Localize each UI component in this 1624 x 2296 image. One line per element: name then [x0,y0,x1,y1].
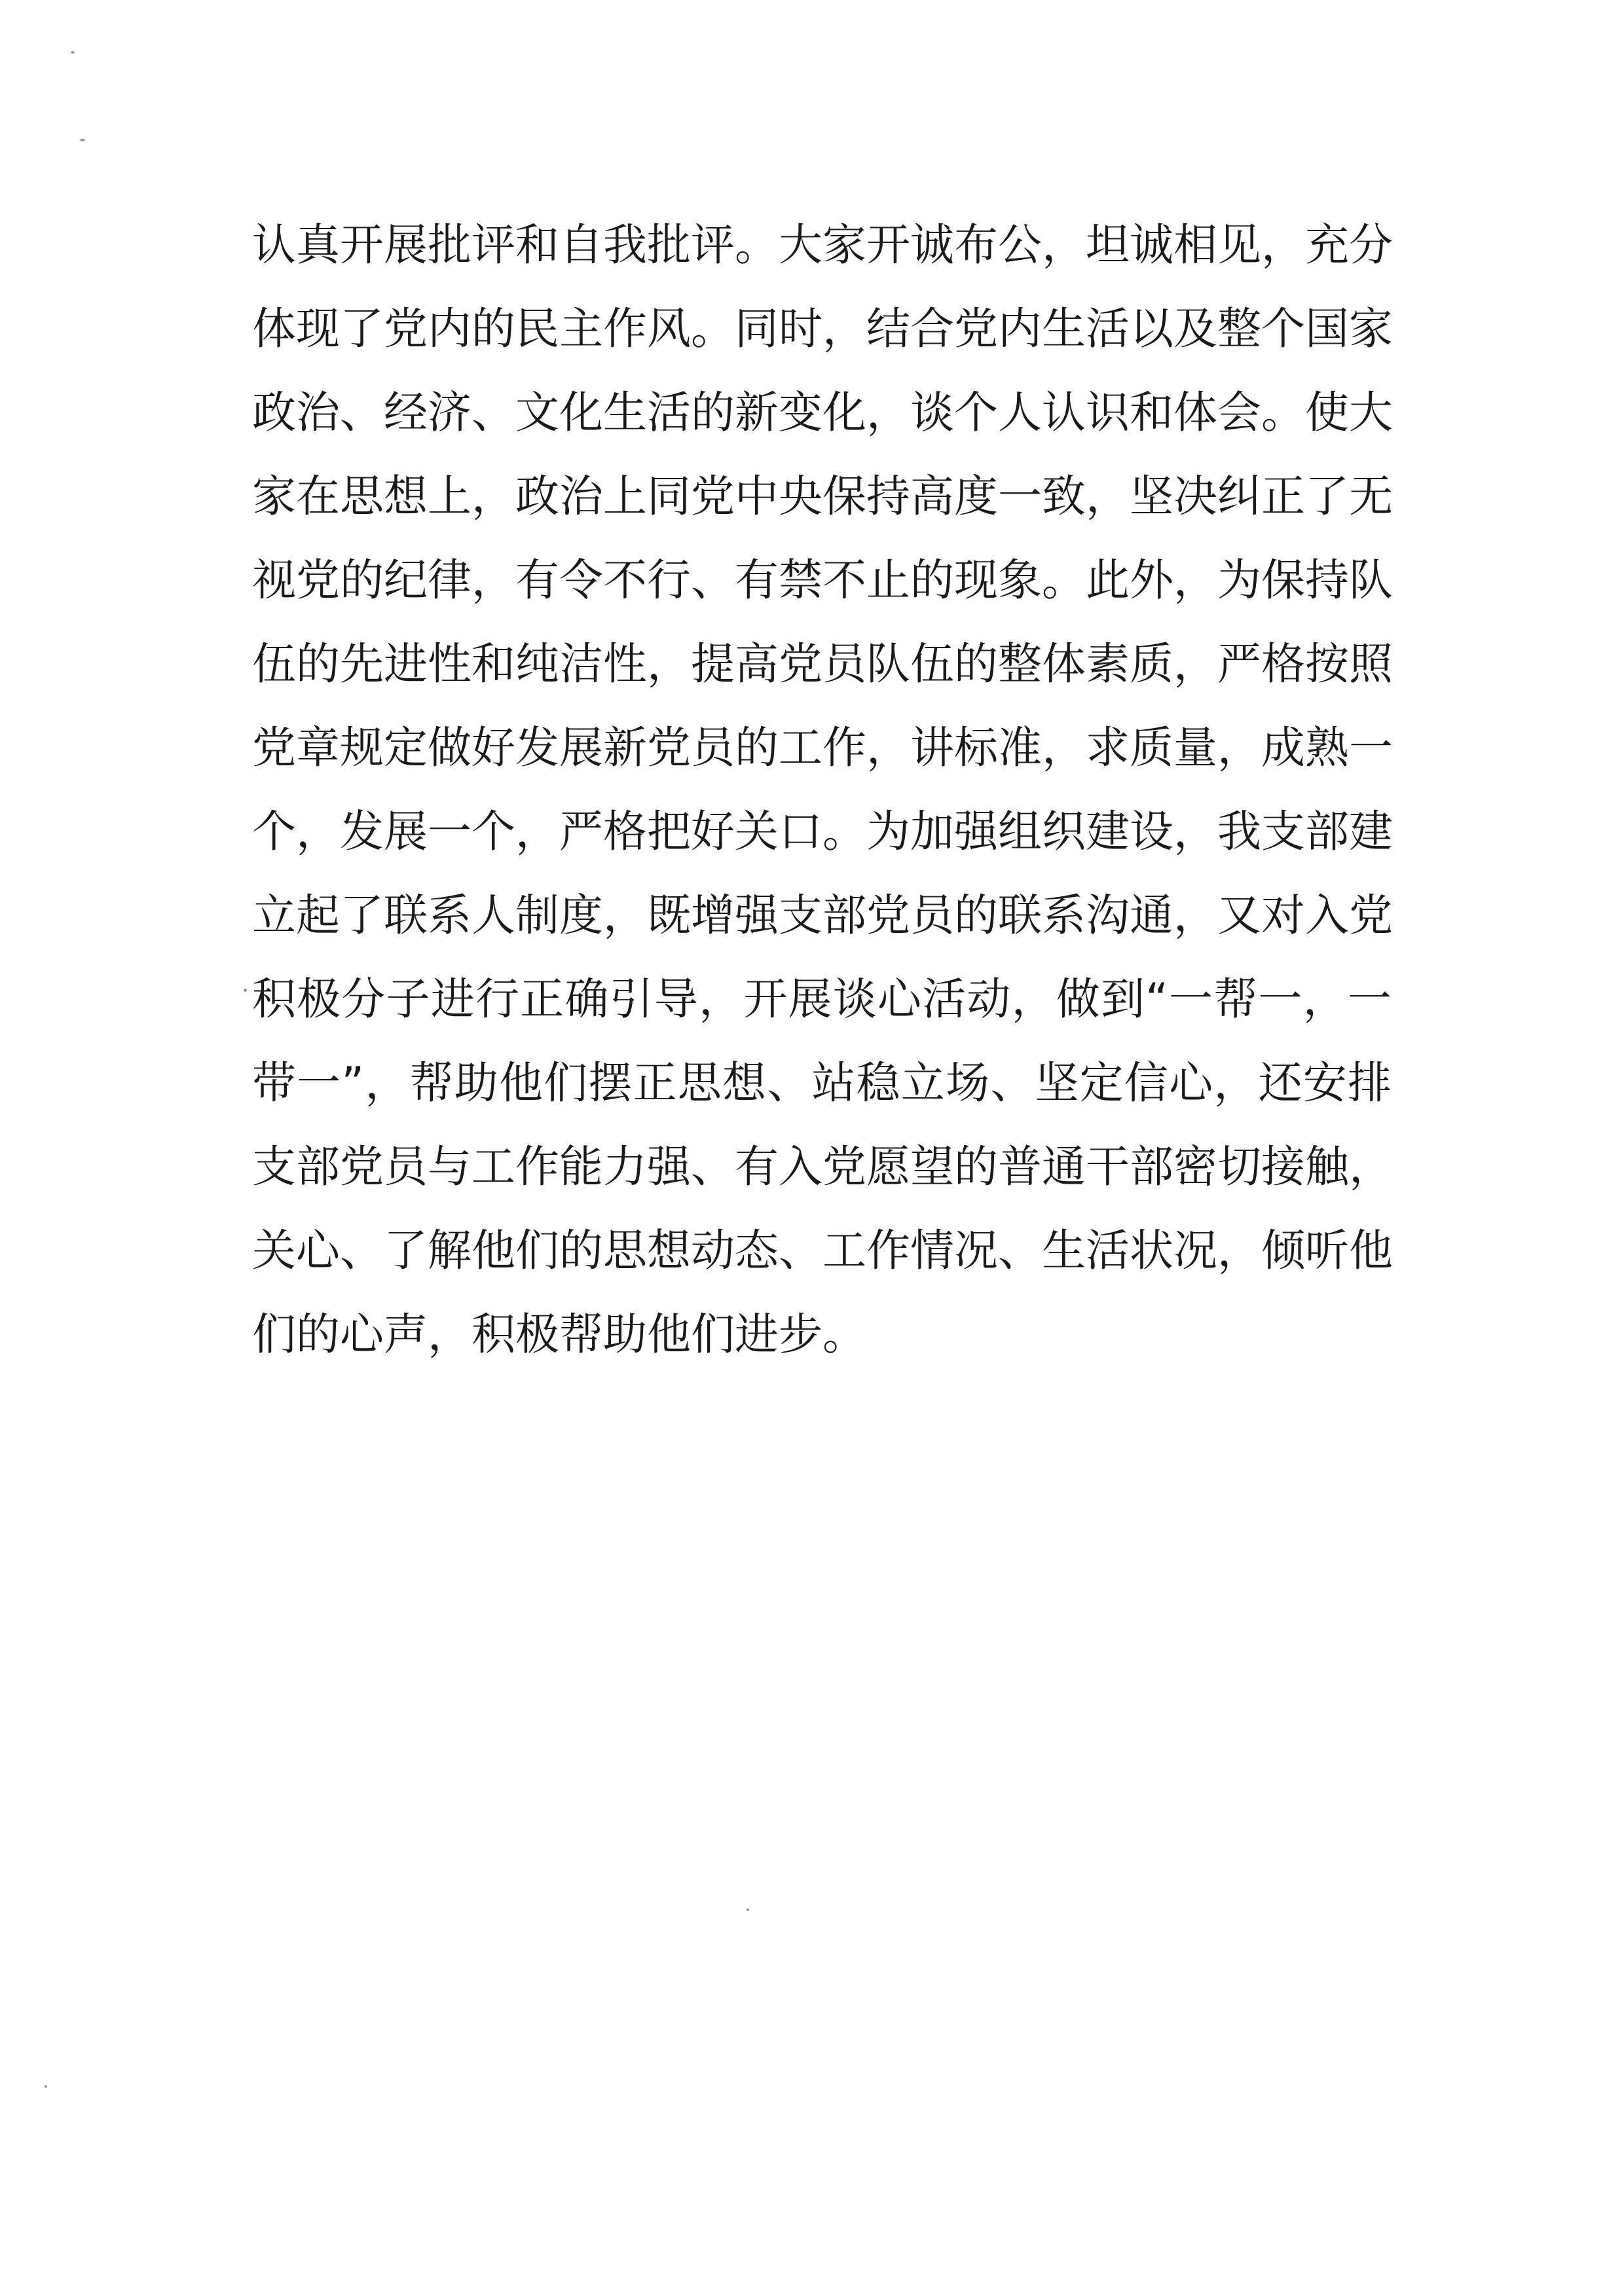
text-line: 立起了联系人制度，既增强支部党员的联系沟通，又对入党 [252,890,1393,941]
text-line: 党章规定做好发展新党员的工作，讲标准，求质量，成熟一 [252,722,1393,773]
text-line: 带一”，帮助他们摆正思想、站稳立场、坚定信心，还安排 [252,1057,1392,1108]
text-line: 家在思想上，政治上同党中央保持高度一致，坚决纠正了无 [252,471,1393,522]
scan-speck [45,2085,47,2088]
text-line: 伍的先进性和纯洁性，提高党员队伍的整体素质，严格按照 [252,638,1393,689]
scan-speck [747,1908,749,1911]
text-line: 视党的纪律，有令不行、有禁不止的现象。此外，为保持队 [252,555,1393,606]
body-paragraph [252,203,1392,1376]
scan-speck [244,989,247,992]
text-line: 个，发展一个，严格把好关口。为加强组织建设，我支部建 [252,806,1393,857]
text-line: 积极分子进行正确引导，开展谈心活动，做到“一帮一，一 [252,974,1392,1025]
text-line: 认真开展批评和自我批评。大家开诚布公，坦诚相见，充分 [252,219,1393,270]
text-line: 支部党员与工作能力强、有入党愿望的普通干部密切接触， [252,1141,1393,1192]
text-line: 政治、经济、文化生活的新变化，谈个人认识和体会。使大 [252,387,1393,438]
text-line: 体现了党内的民主作风。同时，结合党内生活以及整个国家 [252,303,1393,354]
text-line: 关心、了解他们的思想动态、工作情况、生活状况，倾听他 [252,1225,1393,1276]
scan-speck [71,51,75,54]
scan-speck [80,139,85,141]
text-line: 们的心声，积极帮助他们进步。 [252,1309,866,1360]
